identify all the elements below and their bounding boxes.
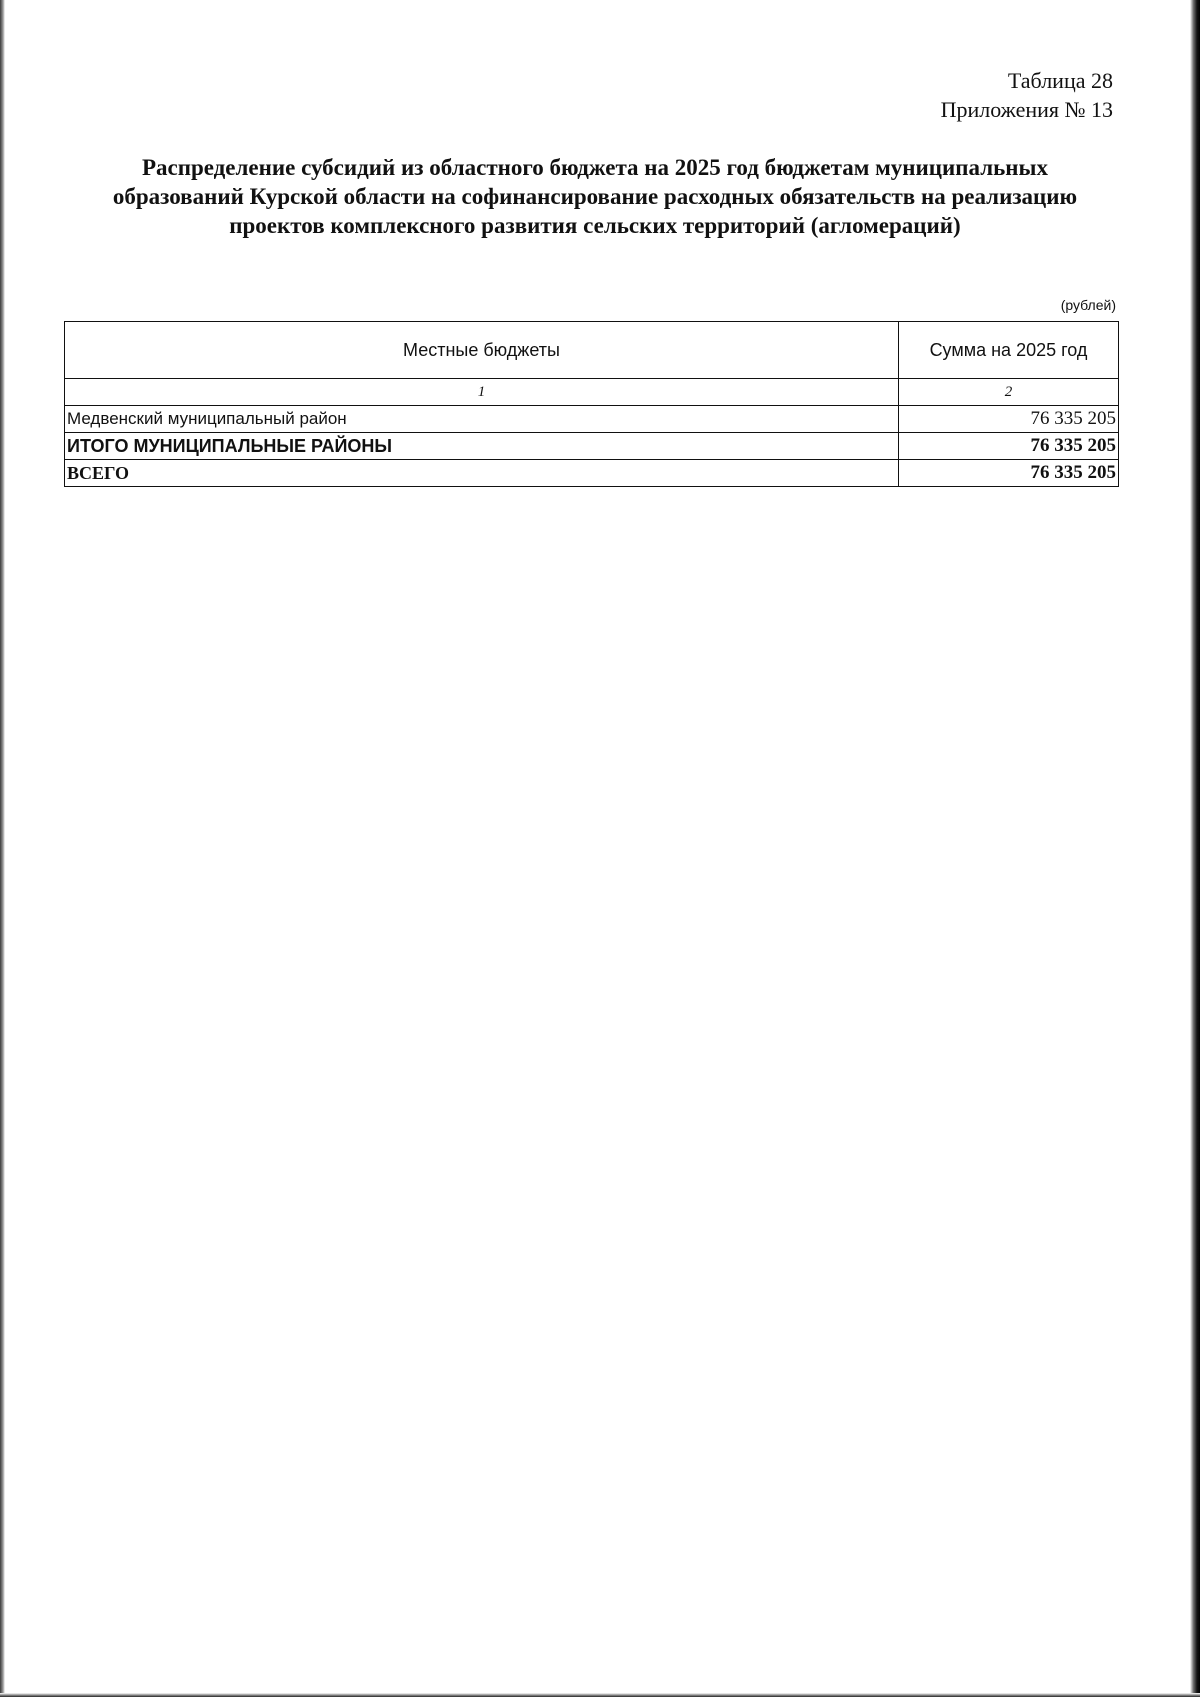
table-row-subtotal [65, 433, 1119, 460]
title-line: проектов комплексного развития сельских территорий (агломераций) [229, 213, 961, 238]
table-number: Таблица 28 [1007, 68, 1113, 93]
scan-edge-left [0, 0, 5, 1697]
document-header [941, 66, 1113, 124]
column-header-sum: Сумма на 2025 год [898, 322, 1118, 379]
row-name: ВСЕГО [65, 460, 899, 487]
column-number: 1 [65, 379, 899, 406]
document-title [60, 153, 1130, 240]
scan-edge-right [1190, 0, 1200, 1697]
row-sum: 76 335 205 [898, 406, 1118, 433]
units-label: (рублей) [1060, 297, 1116, 313]
column-number: 2 [898, 379, 1118, 406]
budget-table [64, 321, 1119, 487]
title-line: образований Курской области на софинансирование расходных обязательств на реализацию [112, 184, 1078, 209]
scan-edge-bottom [0, 1693, 1200, 1697]
row-sum: 76 335 205 [898, 433, 1118, 460]
appendix-label: Приложения № 13 [940, 97, 1113, 122]
row-name: ИТОГО МУНИЦИПАЛЬНЫЕ РАЙОНЫ [65, 433, 899, 460]
column-header-budgets: Местные бюджеты [65, 322, 899, 379]
row-name: Медвенский муниципальный район [65, 406, 899, 433]
row-sum: 76 335 205 [898, 460, 1118, 487]
table-row [65, 406, 1119, 433]
title-line: Распределение субсидий из областного бюджета на 2025 год бюджетам муниципальных [141, 155, 1049, 180]
table-row-total [65, 460, 1119, 487]
table-header-row [65, 322, 1119, 379]
column-number-row [65, 379, 1119, 406]
